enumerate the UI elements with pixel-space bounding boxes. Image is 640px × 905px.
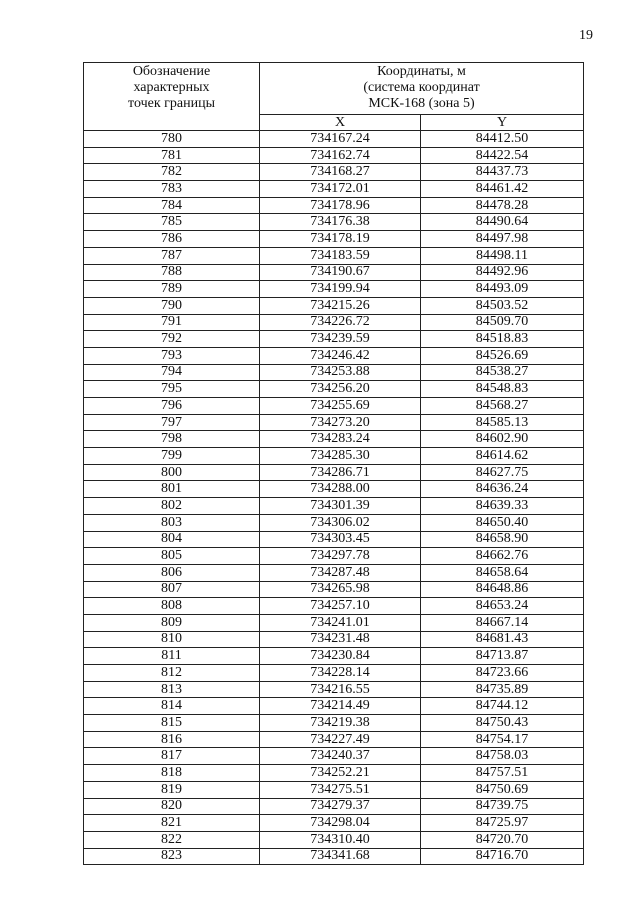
table-row <box>84 481 584 498</box>
y-coordinate-cell: 84478.28 <box>421 197 584 214</box>
x-coordinate-cell: 734283.24 <box>260 431 421 448</box>
table-row <box>84 715 584 732</box>
table-row <box>84 598 584 615</box>
x-coordinate-cell: 734241.01 <box>260 614 421 631</box>
y-coordinate-cell: 84648.86 <box>421 581 584 598</box>
table-row <box>84 164 584 181</box>
table-row <box>84 631 584 648</box>
x-coordinate-cell: 734214.49 <box>260 698 421 715</box>
x-coordinate-cell: 734257.10 <box>260 598 421 615</box>
x-coordinate-cell: 734285.30 <box>260 448 421 465</box>
table-row <box>84 848 584 865</box>
x-coordinate-cell: 734190.67 <box>260 264 421 281</box>
x-coordinate-cell: 734298.04 <box>260 815 421 832</box>
x-coordinate-cell: 734239.59 <box>260 331 421 348</box>
point-id-cell: 783 <box>84 181 260 198</box>
table-row <box>84 765 584 782</box>
x-coordinate-cell: 734297.78 <box>260 548 421 565</box>
y-coordinate-cell: 84658.90 <box>421 531 584 548</box>
y-coordinate-cell: 84526.69 <box>421 347 584 364</box>
y-coordinate-cell: 84723.66 <box>421 665 584 682</box>
x-coordinate-cell: 734341.68 <box>260 848 421 865</box>
point-id-cell: 813 <box>84 681 260 698</box>
y-coordinate-cell: 84653.24 <box>421 598 584 615</box>
point-designation-header <box>84 63 260 131</box>
table-row <box>84 698 584 715</box>
y-coordinate-cell: 84412.50 <box>421 131 584 148</box>
y-coordinate-cell: 84490.64 <box>421 214 584 231</box>
table-row <box>84 264 584 281</box>
point-id-cell: 805 <box>84 548 260 565</box>
table-row <box>84 214 584 231</box>
y-coordinate-cell: 84614.62 <box>421 448 584 465</box>
table-row <box>84 815 584 832</box>
point-id-cell: 809 <box>84 614 260 631</box>
y-coordinate-cell: 84627.75 <box>421 464 584 481</box>
x-coordinate-cell: 734240.37 <box>260 748 421 765</box>
x-coordinate-cell: 734231.48 <box>260 631 421 648</box>
point-id-cell: 785 <box>84 214 260 231</box>
y-coordinate-cell: 84492.96 <box>421 264 584 281</box>
header-line: точек границы <box>128 96 215 111</box>
x-coordinate-cell: 734228.14 <box>260 665 421 682</box>
y-coordinate-cell: 84744.12 <box>421 698 584 715</box>
table-row <box>84 548 584 565</box>
table-row <box>84 681 584 698</box>
table-row <box>84 831 584 848</box>
table-row <box>84 181 584 198</box>
table-row <box>84 581 584 598</box>
point-id-cell: 817 <box>84 748 260 765</box>
y-coordinate-cell: 84758.03 <box>421 748 584 765</box>
y-coordinate-cell: 84602.90 <box>421 431 584 448</box>
table-row <box>84 398 584 415</box>
table-row <box>84 514 584 531</box>
point-id-cell: 791 <box>84 314 260 331</box>
y-coordinate-cell: 84585.13 <box>421 414 584 431</box>
x-coordinate-cell: 734252.21 <box>260 765 421 782</box>
x-coordinate-cell: 734279.37 <box>260 798 421 815</box>
table-row <box>84 564 584 581</box>
table-row <box>84 131 584 148</box>
point-id-cell: 788 <box>84 264 260 281</box>
point-id-cell: 789 <box>84 281 260 298</box>
y-coordinate-cell: 84662.76 <box>421 548 584 565</box>
x-coordinate-cell: 734273.20 <box>260 414 421 431</box>
point-id-cell: 797 <box>84 414 260 431</box>
x-coordinate-cell: 734265.98 <box>260 581 421 598</box>
x-coordinate-cell: 734168.27 <box>260 164 421 181</box>
point-id-cell: 820 <box>84 798 260 815</box>
table-row <box>84 281 584 298</box>
x-coordinate-cell: 734253.88 <box>260 364 421 381</box>
y-coordinate-cell: 84503.52 <box>421 297 584 314</box>
table-row <box>84 364 584 381</box>
x-coordinate-cell: 734306.02 <box>260 514 421 531</box>
y-coordinate-cell: 84636.24 <box>421 481 584 498</box>
point-id-cell: 801 <box>84 481 260 498</box>
y-coordinate-cell: 84757.51 <box>421 765 584 782</box>
y-coordinate-cell: 84739.75 <box>421 798 584 815</box>
x-coordinate-cell: 734275.51 <box>260 781 421 798</box>
page-number: 19 <box>579 28 593 43</box>
y-column-header: Y <box>421 115 584 131</box>
table-row <box>84 748 584 765</box>
y-coordinate-cell: 84750.69 <box>421 781 584 798</box>
header-line: МСК-168 (зона 5) <box>368 96 475 111</box>
y-coordinate-cell: 84720.70 <box>421 831 584 848</box>
x-coordinate-cell: 734301.39 <box>260 498 421 515</box>
x-coordinate-cell: 734172.01 <box>260 181 421 198</box>
x-coordinate-cell: 734162.74 <box>260 147 421 164</box>
table-body <box>84 131 584 865</box>
x-coordinate-cell: 734199.94 <box>260 281 421 298</box>
table-row <box>84 247 584 264</box>
y-coordinate-cell: 84735.89 <box>421 681 584 698</box>
table-row <box>84 231 584 248</box>
table-row <box>84 798 584 815</box>
point-id-cell: 810 <box>84 631 260 648</box>
point-id-cell: 781 <box>84 147 260 164</box>
header-line: Координаты, м <box>377 64 466 79</box>
x-coordinate-cell: 734288.00 <box>260 481 421 498</box>
point-id-cell: 790 <box>84 297 260 314</box>
point-id-cell: 819 <box>84 781 260 798</box>
y-coordinate-cell: 84548.83 <box>421 381 584 398</box>
y-coordinate-cell: 84518.83 <box>421 331 584 348</box>
point-id-cell: 812 <box>84 665 260 682</box>
coordinates-header <box>260 63 584 115</box>
y-coordinate-cell: 84725.97 <box>421 815 584 832</box>
y-coordinate-cell: 84437.73 <box>421 164 584 181</box>
table-row <box>84 381 584 398</box>
x-coordinate-cell: 734310.40 <box>260 831 421 848</box>
x-coordinate-cell: 734226.72 <box>260 314 421 331</box>
x-coordinate-cell: 734256.20 <box>260 381 421 398</box>
y-coordinate-cell: 84509.70 <box>421 314 584 331</box>
point-id-cell: 792 <box>84 331 260 348</box>
x-coordinate-cell: 734286.71 <box>260 464 421 481</box>
table-row <box>84 614 584 631</box>
point-id-cell: 782 <box>84 164 260 181</box>
x-coordinate-cell: 734178.19 <box>260 231 421 248</box>
y-coordinate-cell: 84493.09 <box>421 281 584 298</box>
point-id-cell: 780 <box>84 131 260 148</box>
x-coordinate-cell: 734167.24 <box>260 131 421 148</box>
point-id-cell: 804 <box>84 531 260 548</box>
point-id-cell: 808 <box>84 598 260 615</box>
coordinates-table <box>83 62 584 865</box>
y-coordinate-cell: 84750.43 <box>421 715 584 732</box>
y-coordinate-cell: 84713.87 <box>421 648 584 665</box>
point-id-cell: 802 <box>84 498 260 515</box>
table-row <box>84 498 584 515</box>
point-id-cell: 807 <box>84 581 260 598</box>
y-coordinate-cell: 84497.98 <box>421 231 584 248</box>
point-id-cell: 786 <box>84 231 260 248</box>
y-coordinate-cell: 84461.42 <box>421 181 584 198</box>
point-id-cell: 806 <box>84 564 260 581</box>
y-coordinate-cell: 84716.70 <box>421 848 584 865</box>
table-row <box>84 331 584 348</box>
table-row <box>84 448 584 465</box>
x-coordinate-cell: 734215.26 <box>260 297 421 314</box>
x-coordinate-cell: 734227.49 <box>260 731 421 748</box>
point-id-cell: 793 <box>84 347 260 364</box>
point-id-cell: 803 <box>84 514 260 531</box>
point-id-cell: 822 <box>84 831 260 848</box>
point-id-cell: 794 <box>84 364 260 381</box>
table-row <box>84 431 584 448</box>
table-row <box>84 414 584 431</box>
table-row <box>84 197 584 214</box>
x-coordinate-cell: 734246.42 <box>260 347 421 364</box>
point-id-cell: 823 <box>84 848 260 865</box>
point-id-cell: 784 <box>84 197 260 214</box>
table-row <box>84 464 584 481</box>
point-id-cell: 787 <box>84 247 260 264</box>
point-id-cell: 818 <box>84 765 260 782</box>
x-coordinate-cell: 734287.48 <box>260 564 421 581</box>
point-id-cell: 796 <box>84 398 260 415</box>
y-coordinate-cell: 84639.33 <box>421 498 584 515</box>
table-row <box>84 665 584 682</box>
point-id-cell: 798 <box>84 431 260 448</box>
y-coordinate-cell: 84681.43 <box>421 631 584 648</box>
x-coordinate-cell: 734176.38 <box>260 214 421 231</box>
x-coordinate-cell: 734230.84 <box>260 648 421 665</box>
table-row <box>84 147 584 164</box>
y-coordinate-cell: 84754.17 <box>421 731 584 748</box>
x-column-header: X <box>260 115 421 131</box>
table-row <box>84 297 584 314</box>
table-row <box>84 314 584 331</box>
point-id-cell: 795 <box>84 381 260 398</box>
point-id-cell: 800 <box>84 464 260 481</box>
point-id-cell: 814 <box>84 698 260 715</box>
x-coordinate-cell: 734303.45 <box>260 531 421 548</box>
point-id-cell: 799 <box>84 448 260 465</box>
table-row <box>84 531 584 548</box>
point-id-cell: 811 <box>84 648 260 665</box>
point-id-cell: 815 <box>84 715 260 732</box>
y-coordinate-cell: 84650.40 <box>421 514 584 531</box>
table-row <box>84 648 584 665</box>
header-line: Обозначение <box>132 64 211 79</box>
header-line: (система координат <box>363 80 480 95</box>
x-coordinate-cell: 734178.96 <box>260 197 421 214</box>
header-line: характерных <box>133 80 210 95</box>
y-coordinate-cell: 84498.11 <box>421 247 584 264</box>
x-coordinate-cell: 734219.38 <box>260 715 421 732</box>
y-coordinate-cell: 84658.64 <box>421 564 584 581</box>
y-coordinate-cell: 84667.14 <box>421 614 584 631</box>
point-id-cell: 821 <box>84 815 260 832</box>
table-row <box>84 347 584 364</box>
y-coordinate-cell: 84568.27 <box>421 398 584 415</box>
x-coordinate-cell: 734183.59 <box>260 247 421 264</box>
y-coordinate-cell: 84538.27 <box>421 364 584 381</box>
x-coordinate-cell: 734216.55 <box>260 681 421 698</box>
table-row <box>84 781 584 798</box>
y-coordinate-cell: 84422.54 <box>421 147 584 164</box>
point-id-cell: 816 <box>84 731 260 748</box>
table-row <box>84 731 584 748</box>
x-coordinate-cell: 734255.69 <box>260 398 421 415</box>
